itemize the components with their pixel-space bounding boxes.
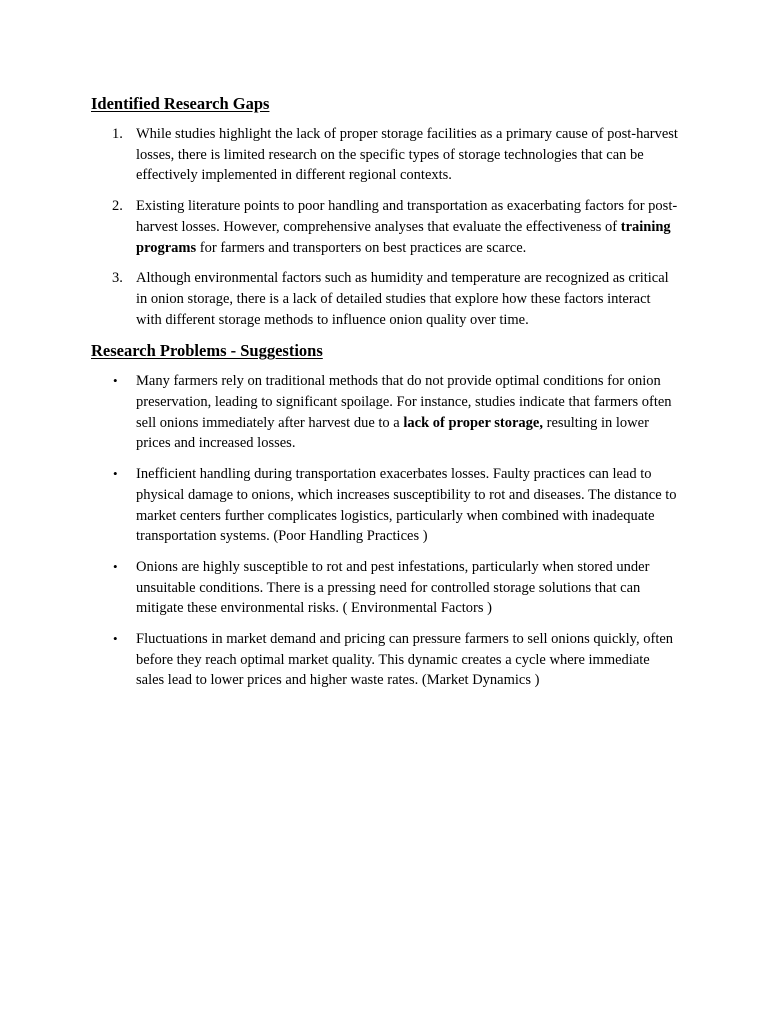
list-item bbox=[91, 268, 678, 330]
bullet-icon: • bbox=[113, 631, 118, 647]
list-item bbox=[91, 629, 678, 691]
list-item bbox=[91, 196, 678, 258]
research-problems-list bbox=[91, 371, 678, 691]
bullet-icon: • bbox=[113, 466, 118, 482]
list-item bbox=[91, 371, 678, 454]
list-item-text: Fluctuations in market demand and pricing can pressure farmers to sell onions quickly, often before they reach optimal market quality. This dynamic creates a cycle where immediate sales lead to lower prices and higher waste rates. (Market Dynamics ) bbox=[136, 631, 674, 689]
list-item-text: Onions are highly susceptible to rot and pest infestations, particularly when stored under unsuitable conditions. There is a pressing need for controlled storage solutions that can mitigate these environmental risks. ( Environmental Factors ) bbox=[136, 558, 650, 617]
list-item bbox=[91, 464, 678, 547]
research-gaps-list bbox=[91, 124, 678, 330]
list-number: 1. bbox=[112, 126, 123, 142]
bullet-icon: • bbox=[113, 558, 118, 574]
list-item-text bbox=[136, 198, 677, 255]
list-number: 3. bbox=[112, 270, 123, 287]
text-segment: Many farmers rely on traditional methods that do not provide optimal conditions for onion preservation, leading to significant spoilage. For instance, studies indicate that farmers often sell onions immediately after harvest due to a bbox=[136, 373, 672, 431]
research-gaps-heading: Identified Research Gaps bbox=[91, 94, 270, 113]
list-item bbox=[91, 124, 678, 186]
research-problems-heading: Research Problems - Suggestions bbox=[91, 341, 323, 361]
list-number: 2. bbox=[112, 198, 123, 215]
bold-phrase: lack of proper storage, bbox=[403, 414, 543, 431]
list-item-text: Although environmental factors such as humidity and temperature are recognized as critical in onion storage, there is a lack of detailed studies that explore how these factors interact with different storage methods to influence onion quality over time. bbox=[136, 270, 669, 328]
bold-phrase: training programs bbox=[136, 218, 671, 256]
list-item-text: Inefficient handling during transportation exacerbates losses. Faulty practices can lead to physical damage to onions, which increases susceptibility to rot and diseases. The distance to market centers further complicates logistics, particularly when combined with inadequate transportation systems. (Poor Handling Practices ) bbox=[136, 466, 677, 545]
text-segment: Existing literature points to poor handling and transportation as exacerbating factors for post-harvest losses. However, comprehensive analyses that evaluate the effectiveness of bbox=[136, 198, 678, 235]
bullet-icon: • bbox=[113, 373, 118, 389]
list-item bbox=[91, 557, 678, 619]
text-segment: resulting in lower prices and increased losses. bbox=[136, 414, 649, 452]
list-item-text bbox=[136, 373, 672, 451]
text-segment: for farmers and transporters on best practices are scarce. bbox=[196, 239, 527, 256]
list-item-text: While studies highlight the lack of proper storage facilities as a primary cause of post-harvest losses, there is limited research on the specific types of storage technologies that can be effectively implemented in different regional contexts. bbox=[136, 126, 678, 184]
